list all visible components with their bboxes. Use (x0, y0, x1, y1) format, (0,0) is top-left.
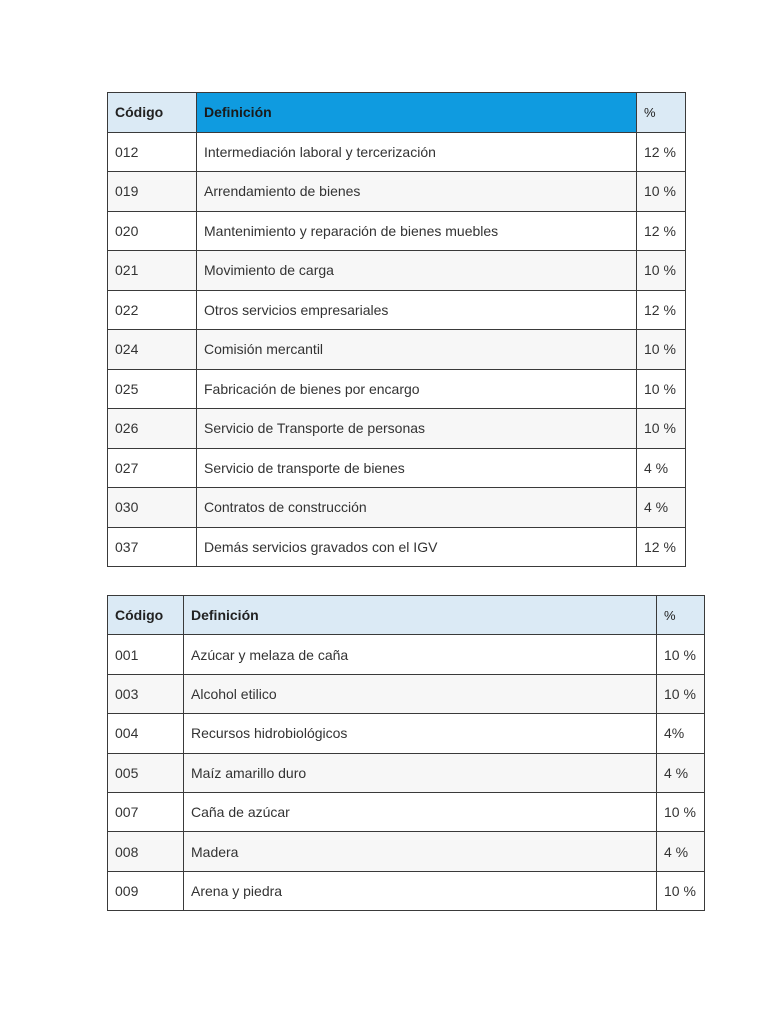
cell-code: 019 (108, 172, 197, 212)
table-row (108, 792, 705, 831)
cell-percent: 10 % (657, 792, 705, 831)
cell-percent: 4% (657, 714, 705, 753)
table-row (108, 674, 705, 713)
detraction-goods-table (107, 595, 705, 911)
table-row (108, 172, 686, 212)
cell-code: 030 (108, 488, 197, 528)
cell-code: 008 (108, 832, 184, 871)
table-row (108, 251, 686, 291)
cell-definition: Demás servicios gravados con el IGV (197, 527, 637, 567)
cell-percent: 10 % (637, 369, 686, 409)
cell-definition: Maíz amarillo duro (184, 753, 657, 792)
cell-code: 020 (108, 211, 197, 251)
cell-definition: Mantenimiento y reparación de bienes muebles (197, 211, 637, 251)
cell-percent: 10 % (637, 251, 686, 291)
cell-code: 025 (108, 369, 197, 409)
cell-definition: Alcohol etilico (184, 674, 657, 713)
cell-definition: Fabricación de bienes por encargo (197, 369, 637, 409)
cell-code: 005 (108, 753, 184, 792)
cell-definition: Comisión mercantil (197, 330, 637, 370)
cell-definition: Caña de azúcar (184, 792, 657, 831)
table-row (108, 369, 686, 409)
header-percent: % (657, 596, 705, 635)
table-row (108, 753, 705, 792)
cell-definition: Servicio de Transporte de personas (197, 409, 637, 449)
table-row (108, 527, 686, 567)
cell-definition: Madera (184, 832, 657, 871)
cell-code: 001 (108, 635, 184, 674)
cell-percent: 4 % (637, 448, 686, 488)
cell-percent: 12 % (637, 211, 686, 251)
table-row (108, 714, 705, 753)
table-row (108, 488, 686, 528)
cell-code: 026 (108, 409, 197, 449)
table-header-row (108, 596, 705, 635)
cell-percent: 4 % (637, 488, 686, 528)
table-row (108, 211, 686, 251)
table-row (108, 132, 686, 172)
cell-definition: Contratos de construcción (197, 488, 637, 528)
cell-percent: 10 % (637, 409, 686, 449)
table-row (108, 635, 705, 674)
table-row (108, 330, 686, 370)
cell-code: 027 (108, 448, 197, 488)
cell-code: 004 (108, 714, 184, 753)
cell-definition: Arena y piedra (184, 871, 657, 910)
cell-percent: 10 % (657, 871, 705, 910)
cell-percent: 10 % (637, 172, 686, 212)
cell-definition: Movimiento de carga (197, 251, 637, 291)
table-row (108, 448, 686, 488)
cell-percent: 10 % (657, 674, 705, 713)
cell-code: 022 (108, 290, 197, 330)
header-definition: Definición (197, 93, 637, 133)
header-code: Código (108, 93, 197, 133)
cell-code: 012 (108, 132, 197, 172)
table-row (108, 832, 705, 871)
header-code: Código (108, 596, 184, 635)
cell-definition: Otros servicios empresariales (197, 290, 637, 330)
cell-code: 003 (108, 674, 184, 713)
cell-percent: 4 % (657, 753, 705, 792)
table-row (108, 409, 686, 449)
cell-definition: Azúcar y melaza de caña (184, 635, 657, 674)
cell-percent: 10 % (657, 635, 705, 674)
cell-code: 021 (108, 251, 197, 291)
cell-definition: Intermediación laboral y tercerización (197, 132, 637, 172)
cell-percent: 4 % (657, 832, 705, 871)
cell-definition: Arrendamiento de bienes (197, 172, 637, 212)
table-row (108, 290, 686, 330)
cell-percent: 12 % (637, 527, 686, 567)
cell-code: 007 (108, 792, 184, 831)
cell-definition: Recursos hidrobiológicos (184, 714, 657, 753)
table-header-row (108, 93, 686, 133)
table-row (108, 871, 705, 910)
cell-percent: 12 % (637, 290, 686, 330)
cell-code: 037 (108, 527, 197, 567)
cell-percent: 10 % (637, 330, 686, 370)
header-percent: % (637, 93, 686, 133)
cell-definition: Servicio de transporte de bienes (197, 448, 637, 488)
detraction-services-table (107, 92, 686, 567)
cell-code: 009 (108, 871, 184, 910)
cell-code: 024 (108, 330, 197, 370)
cell-percent: 12 % (637, 132, 686, 172)
header-definition: Definición (184, 596, 657, 635)
